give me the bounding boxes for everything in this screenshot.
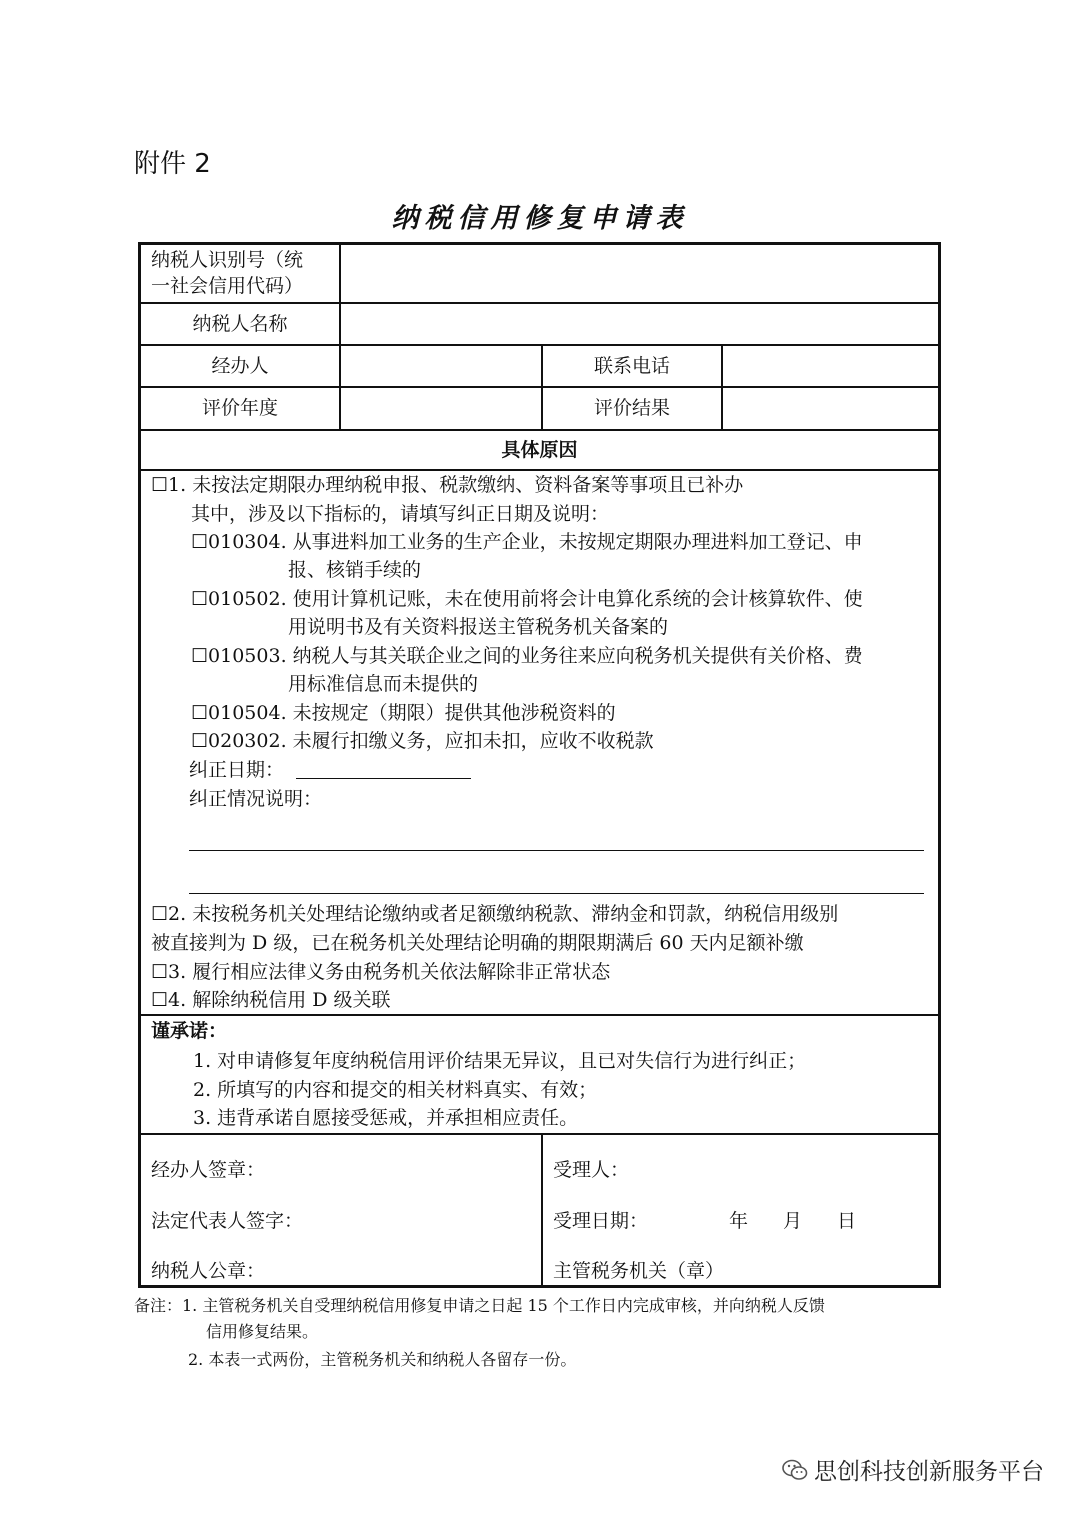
receive-date-day: 日 (837, 1210, 857, 1232)
reason-item-3[interactable]: ☐3. 履行相应法律义务由税务机关依法解除非正常状态 (151, 961, 611, 983)
receive-date-month: 月 (783, 1210, 803, 1232)
reason-item-1[interactable]: ☐1. 未按法定期限办理纳税申报、税款缴纳、资料备案等事项且已补办 (151, 474, 744, 496)
form-title: 纳税信用修复申请表 (391, 203, 689, 234)
taxpayer-seal-label: 纳税人公章： (151, 1260, 266, 1282)
indicator-010503-cont: 用标准信息而未提供的 (288, 673, 479, 695)
handler-signature-label: 经办人签章： (151, 1159, 266, 1181)
reason-item-1-note: 其中，涉及以下指标的，请填写纠正日期及说明： (191, 503, 610, 525)
eval-year-label: 评价年度 (201, 397, 278, 419)
wechat-icon (782, 1459, 808, 1481)
taxpayer-name-label: 纳税人名称 (192, 313, 288, 335)
correction-desc-line[interactable] (189, 893, 924, 894)
indicator-010503[interactable]: ☐010503. 纳税人与其关联企业之间的业务往来应向税务机关提供有关价格、费 (191, 645, 863, 667)
reason-item-2[interactable]: ☐2. 未按税务机关处理结论缴纳或者足额缴纳税款、滞纳金和罚款，纳税信用级别 (151, 903, 839, 925)
reason-item-2-cont: 被直接判为 D 级，已在税务机关处理结论明确的期限期满后 60 天内足额补缴 (151, 932, 804, 954)
indicator-010304-cont: 报、核销手续的 (288, 559, 422, 581)
eval-result-label: 评价结果 (593, 397, 670, 419)
correction-desc-line[interactable] (189, 850, 924, 851)
receiver-label: 受理人： (553, 1159, 630, 1181)
tax-authority-seal-label: 主管税务机关（章） (553, 1260, 725, 1282)
col-divider (541, 1133, 543, 1285)
commitment-title: 谨承诺： (151, 1020, 228, 1042)
commitment-item-3: 3. 违背承诺自愿接受惩戒，并承担相应责任。 (193, 1107, 579, 1129)
receive-date-label: 受理日期： (553, 1210, 649, 1232)
receive-date-year: 年 (729, 1210, 749, 1232)
row-divider (141, 429, 938, 431)
eval-result-field[interactable] (723, 388, 938, 429)
attachment-label: 附件 2 (134, 149, 211, 179)
taxpayer-name-field[interactable] (341, 304, 938, 344)
correction-desc-label: 纠正情况说明： (189, 788, 323, 810)
row-divider (141, 1133, 938, 1135)
correction-date-field[interactable] (296, 778, 471, 779)
indicator-010504[interactable]: ☐010504. 未按规定（期限）提供其他涉税资料的 (191, 702, 616, 724)
handler-field[interactable] (341, 346, 541, 386)
taxpayer-id-field[interactable] (341, 245, 938, 302)
commitment-item-2: 2. 所填写的内容和提交的相关材料真实、有效； (193, 1079, 598, 1101)
handler-label: 经办人 (211, 355, 269, 377)
reason-item-4[interactable]: ☐4. 解除纳税信用 D 级关联 (151, 989, 391, 1011)
note-1: 备注：1. 主管税务机关自受理纳税信用修复申请之日起 15 个工作日内完成审核，并向纳税人反馈 (134, 1296, 825, 1315)
indicator-010502[interactable]: ☐010502. 使用计算机记账，未在使用前将会计电算化系统的会计核算软件、使 (191, 588, 863, 610)
application-form-table (138, 242, 941, 1288)
eval-year-field[interactable] (341, 388, 541, 429)
indicator-010502-cont: 用说明书及有关资料报送主管税务机关备案的 (288, 616, 669, 638)
watermark (782, 1453, 1044, 1486)
indicator-020302[interactable]: ☐020302. 未履行扣缴义务，应扣未扣，应收不收税款 (191, 730, 654, 752)
correction-date-label: 纠正日期： (189, 759, 285, 781)
watermark-text: 思创科技创新服务平台 (814, 1459, 1044, 1485)
row-divider (141, 1014, 938, 1016)
phone-field[interactable] (723, 346, 938, 386)
taxpayer-id-label-line1: 纳税人识别号（统 (151, 249, 304, 271)
phone-label: 联系电话 (593, 355, 670, 377)
commitment-item-1: 1. 对申请修复年度纳税信用评价结果无异议，且已对失信行为进行纠正； (193, 1050, 807, 1072)
note-2: 2. 本表一式两份，主管税务机关和纳税人各留存一份。 (188, 1350, 577, 1369)
legal-rep-signature-label: 法定代表人签字： (151, 1210, 304, 1232)
note-1-cont: 信用修复结果。 (206, 1322, 319, 1341)
reasons-section-title: 具体原因 (501, 439, 578, 461)
taxpayer-id-label-line2: 一社会信用代码） (151, 275, 304, 297)
taxpayer-id-label (151, 247, 336, 299)
indicator-010304[interactable]: ☐010304. 从事进料加工业务的生产企业，未按规定期限办理进料加工登记、申 (191, 531, 863, 553)
